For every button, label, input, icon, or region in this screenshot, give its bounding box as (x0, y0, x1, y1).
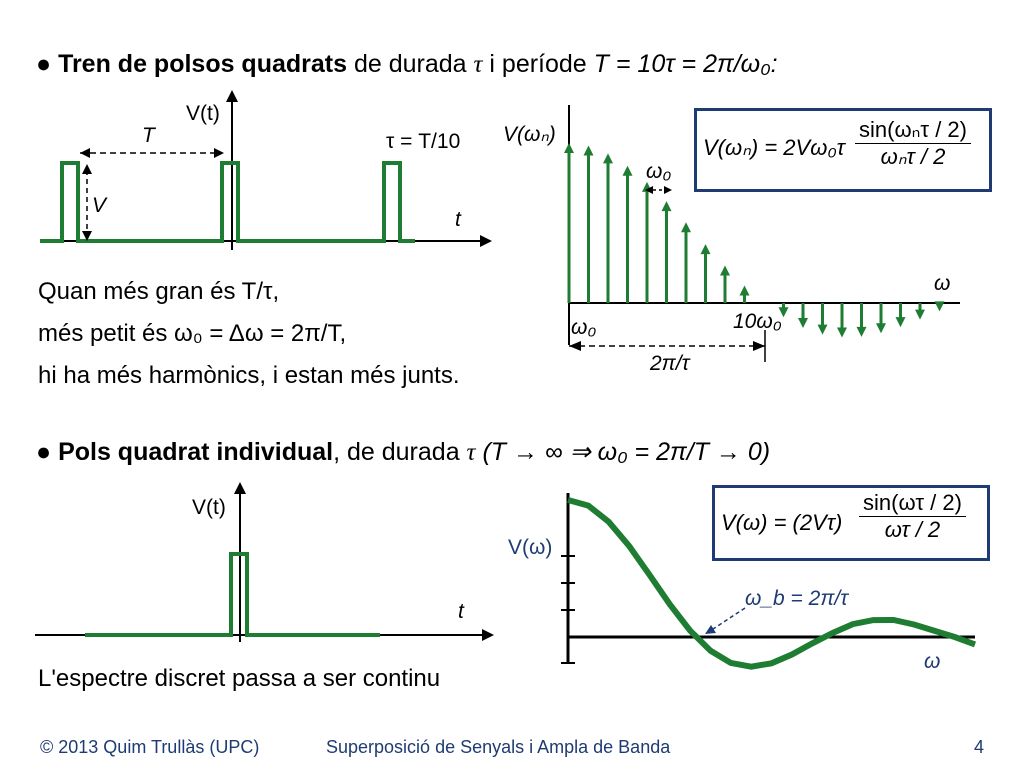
period-arrow-head-left (80, 148, 90, 158)
cont-x-label: ω (924, 650, 941, 673)
bullet-text-period: i període (482, 50, 594, 78)
omega-b-arrow (710, 608, 745, 631)
period-label: T (142, 124, 155, 147)
formula2-fraction (859, 490, 966, 543)
bullet-title-pulse-train (36, 50, 778, 79)
cont-y-label: V(ω) (508, 536, 553, 559)
spectrum-stem-head (584, 146, 594, 156)
pulse-train-x-label: t (455, 208, 461, 231)
voltage-axis-arrow (226, 90, 238, 102)
formula1-fraction (855, 117, 971, 170)
spectrum-stem-head (857, 327, 867, 337)
pulse-train-diagram (30, 90, 500, 270)
amplitude-label: V (92, 194, 107, 217)
spectrum-stem-head (876, 323, 886, 333)
spectrum-stem-head (564, 143, 574, 153)
bullet-text: de durada (347, 50, 474, 78)
formula1-denominator: ωₙτ / 2 (880, 144, 946, 169)
formula1-numerator: sin(ωₙτ / 2) (855, 117, 971, 144)
formula2-lhs: V(ω) = (2Vτ) (721, 510, 843, 535)
spectrum-stem-head (896, 317, 906, 327)
footer-title: Superposició de Senyals i Ampla de Banda (326, 737, 671, 757)
para1-line2: més petit és ω₀ = Δω = 2π/T, (38, 320, 347, 347)
spectrum-x-label: ω (934, 272, 951, 295)
spectrum-stem-head (798, 318, 808, 328)
spectrum-stem-head (935, 301, 945, 311)
spectrum-stem-head (915, 310, 925, 320)
time-axis-arrow (480, 235, 492, 247)
omega-b-arrow-head (705, 625, 716, 634)
formula-box-discrete (694, 108, 992, 192)
para2: L'espectre discret passa a ser continu (38, 665, 441, 692)
spectrum-stem-head (623, 166, 633, 176)
bullet-title-single-pulse (36, 437, 770, 467)
bullet-bold-title: Pols quadrat individual (58, 438, 334, 466)
spectrum-bandwidth-annotation: 2π/τ (650, 352, 690, 375)
spectrum-stem-head (603, 153, 613, 163)
footer-page-number: 4 (974, 737, 985, 757)
formula1-lhs: V(ωₙ) = 2Vω₀τ (703, 135, 845, 160)
spectrum-stem-head (701, 244, 711, 254)
omega-b-annotation: ω_b = 2π/τ (745, 587, 849, 610)
spectrum-y-label: V(ωₙ) (503, 123, 556, 146)
bandwidth-arrow-head-left (569, 341, 581, 351)
tau-symbol: τ (473, 51, 483, 78)
period-formula: T = 10τ = 2π/ω₀: (593, 50, 778, 78)
period-arrow-head-right (214, 148, 224, 158)
spectrum-stem-head (818, 325, 828, 335)
bullet-marker: ● (36, 50, 52, 78)
formula2-denominator: ωτ / 2 (884, 517, 941, 542)
bullet-marker: ● (36, 438, 52, 466)
single-pulse-signal (85, 554, 380, 635)
tau-symbol: τ (466, 439, 476, 466)
spectrum-tick-10omega0: 10ω₀ (733, 310, 782, 333)
time-axis-arrow (482, 629, 494, 641)
para1-line1: Quan més gran és T/τ, (38, 278, 280, 305)
bandwidth-arrow-head-right (753, 341, 765, 351)
spectrum-stem-head (740, 286, 750, 296)
single-pulse-x-label: t (458, 600, 464, 623)
pulse-train-y-label: V(t) (186, 102, 220, 125)
formula-box-continuous (712, 485, 990, 561)
bullet-bold-title: Tren de polsos quadrats (58, 50, 348, 78)
spectrum-tick-omega0: ω₀ (571, 316, 597, 339)
bullet-text: , de durada (333, 438, 467, 466)
spectrum-stem-head (662, 201, 672, 211)
voltage-axis-arrow (234, 482, 246, 494)
formula2-numerator: sin(ωτ / 2) (859, 490, 966, 517)
single-pulse-diagram (30, 480, 500, 650)
spectrum-stem-head (720, 266, 730, 276)
spectrum-omega0-annotation: ω₀ (646, 160, 672, 183)
omega0-arrow-head-right (664, 186, 672, 194)
spectrum-stem-head (681, 222, 691, 232)
amplitude-arrow-head-top (82, 164, 92, 174)
footer-copyright: © 2013 Quim Trullàs (UPC) (40, 737, 260, 757)
tau-label: τ = T/10 (386, 130, 461, 153)
limit-formula: (T → ∞ ⇒ ω₀ = 2π/T → 0) (475, 438, 771, 466)
spectrum-stem-head (837, 328, 847, 338)
single-pulse-y-label: V(t) (192, 496, 226, 519)
para1-line3: hi ha més harmònics, i estan més junts. (38, 362, 460, 389)
